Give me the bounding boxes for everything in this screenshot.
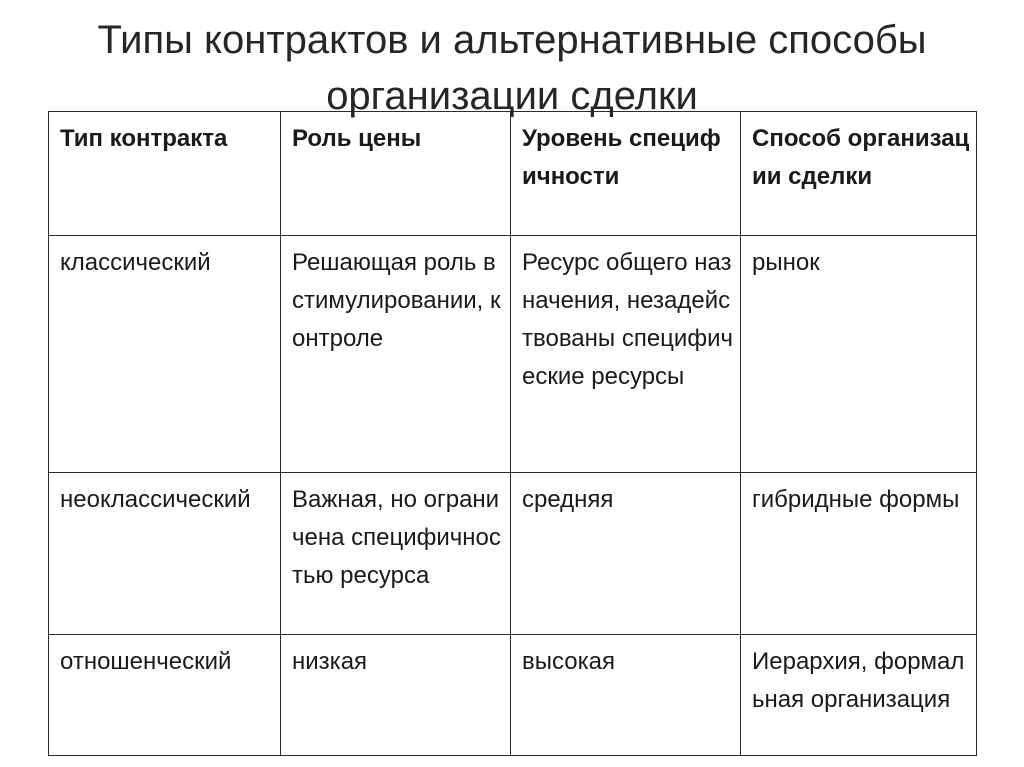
table-cell: Важная, но ограничена специфичностью ресурса xyxy=(281,473,511,635)
header-cell-price-role: Роль цены xyxy=(281,112,511,236)
table-cell: отношенческий xyxy=(49,635,281,756)
table-row xyxy=(49,635,977,756)
page-title-line-2: организации сделки xyxy=(326,74,698,118)
table-cell: гибридные формы xyxy=(741,473,977,635)
page-title xyxy=(0,12,1024,124)
header-cell-deal-organization: Способ организации сделки xyxy=(741,112,977,236)
page-title-line-1: Типы контрактов и альтернативные способы xyxy=(97,18,927,62)
header-cell-specificity-level: Уровень специфичности xyxy=(511,112,741,236)
table-row xyxy=(49,236,977,473)
table-cell: Иерархия, формальная организация xyxy=(741,635,977,756)
table-cell: рынок xyxy=(741,236,977,473)
table-cell: средняя xyxy=(511,473,741,635)
header-cell-contract-type: Тип контракта xyxy=(49,112,281,236)
table-cell: классический xyxy=(49,236,281,473)
contract-types-table xyxy=(48,111,977,756)
table-cell: Решающая роль в стимулировании, контроле xyxy=(281,236,511,473)
table-header-row xyxy=(49,112,977,236)
table-cell: низкая xyxy=(281,635,511,756)
table-row xyxy=(49,473,977,635)
table-cell: неоклассический xyxy=(49,473,281,635)
table-cell: Ресурс общего назначения, незадействованы специфические ресурсы xyxy=(511,236,741,473)
table-cell: высокая xyxy=(511,635,741,756)
